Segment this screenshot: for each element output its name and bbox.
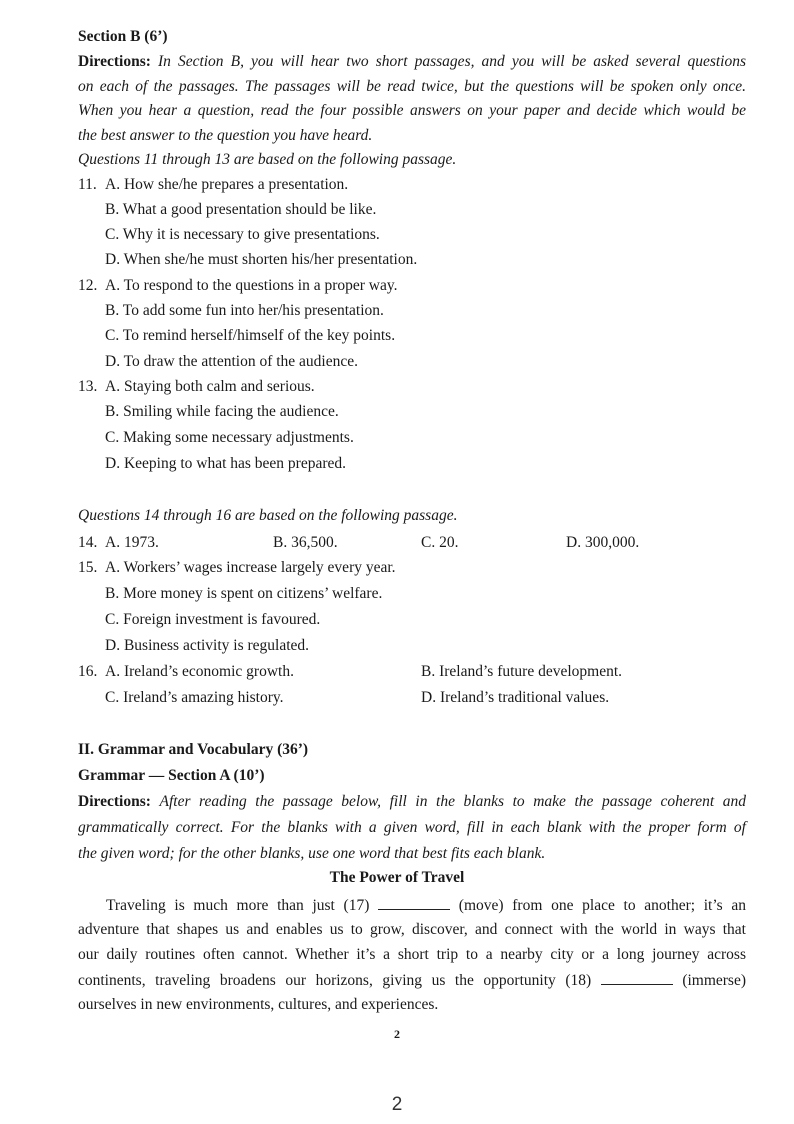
question-13-option-b: B. Smiling while facing the audience. (105, 403, 339, 420)
part-ii-heading: II. Grammar and Vocabulary (36’) (78, 741, 309, 758)
printed-page-number: 2 (394, 1027, 400, 1041)
question-12-option-d: D. To draw the attention of the audience. (105, 353, 359, 370)
question-15-option-a: A. Workers’ wages increase largely every year. (105, 559, 396, 576)
passage-line-4 (78, 970, 746, 991)
passage-2-intro: Questions 14 through 16 are based on the following passage. (78, 507, 458, 524)
question-11-option-b: B. What a good presentation should be like. (105, 201, 377, 218)
question-13-option-c: C. Making some necessary adjustments. (105, 429, 354, 446)
question-11-option-c: C. Why it is necessary to give presentations. (105, 226, 380, 243)
passage-line-1-end: (move) from one place to another; it’s an (458, 897, 747, 914)
question-13-option-a: A. Staying both calm and serious. (105, 378, 315, 395)
question-11-option-d: D. When she/he must shorten his/her presentation. (105, 251, 418, 268)
question-14-option-d: D. 300,000. (566, 534, 640, 551)
directions-text: In Section B, you will hear two short passages, and you will be asked several questions (157, 53, 746, 70)
section-b-directions-line-2: on each of the passages. The passages will be read twice, but the questions will be spoken only once. (78, 78, 746, 95)
blank-18[interactable] (601, 970, 673, 985)
grammar-section-a-heading: Grammar — Section A (10’) (78, 767, 265, 784)
passage-line-1-start: Traveling is much more than just (17) (106, 897, 370, 914)
blank-17[interactable] (378, 895, 450, 910)
question-16-option-a: A. Ireland’s economic growth. (105, 663, 294, 680)
question-15-option-c: C. Foreign investment is favoured. (105, 611, 321, 628)
section-b-directions-line-4: the best answer to the question you have heard. (78, 127, 373, 144)
question-16-option-c: C. Ireland’s amazing history. (105, 689, 284, 706)
passage-line-4-end: (immerse) (682, 972, 747, 989)
question-11-option-a: A. How she/he prepares a presentation. (105, 176, 349, 193)
passage-line-1 (78, 895, 746, 916)
passage-line-5: ourselves in new environments, cultures, and experiences. (78, 996, 439, 1013)
passage-line-2: adventure that shapes us and enables us to grow, discover, and connect with the world in ways that (78, 921, 746, 938)
passage-line-3: our daily routines often cannot. Whether it’s a short trip to a nearby city or a long journey across (78, 946, 746, 963)
question-11-number: 11. (78, 176, 97, 193)
question-16-option-d: D. Ireland’s traditional values. (421, 689, 610, 706)
directions-label: Directions: (78, 53, 151, 70)
passage-title: The Power of Travel (329, 869, 465, 886)
question-16-number: 16. (78, 663, 98, 680)
page-label: 2 (391, 1094, 403, 1115)
section-b-directions-line-3: When you hear a question, read the four possible answers on your paper and decide which would be (78, 102, 746, 119)
question-15-option-b: B. More money is spent on citizens’ welfare. (105, 585, 383, 602)
grammar-directions-text: After reading the passage below, fill in the blanks to make the passage coherent and (159, 793, 746, 810)
passage-1-intro: Questions 11 through 13 are based on the following passage. (78, 151, 457, 168)
passage-line-4-start: continents, traveling broadens our horizons, giving us the opportunity (18) (78, 972, 592, 989)
question-12-number: 12. (78, 277, 98, 294)
grammar-directions-line-2: grammatically correct. For the blanks with a given word, fill in each blank with the proper form of (78, 819, 746, 836)
grammar-directions-label: Directions: (78, 793, 151, 810)
question-12-option-b: B. To add some fun into her/his presentation. (105, 302, 384, 319)
question-12-option-c: C. To remind herself/himself of the key points. (105, 327, 396, 344)
grammar-directions-line-3: the given word; for the other blanks, use one word that best fits each blank. (78, 845, 546, 862)
grammar-directions-line-1 (78, 792, 746, 812)
question-13-number: 13. (78, 378, 98, 395)
question-15-option-d: D. Business activity is regulated. (105, 637, 310, 654)
question-15-number: 15. (78, 559, 98, 576)
question-14-option-b: B. 36,500. (273, 534, 338, 551)
question-16-option-b: B. Ireland’s future development. (421, 663, 623, 680)
question-12-option-a: A. To respond to the questions in a proper way. (105, 277, 398, 294)
section-b-heading: Section B (6’) (78, 28, 168, 45)
section-b-directions-line-1 (78, 52, 746, 72)
question-14-option-c: C. 20. (421, 534, 459, 551)
question-14-option-a: A. 1973. (105, 534, 159, 551)
question-13-option-d: D. Keeping to what has been prepared. (105, 455, 347, 472)
question-14-number: 14. (78, 534, 98, 551)
